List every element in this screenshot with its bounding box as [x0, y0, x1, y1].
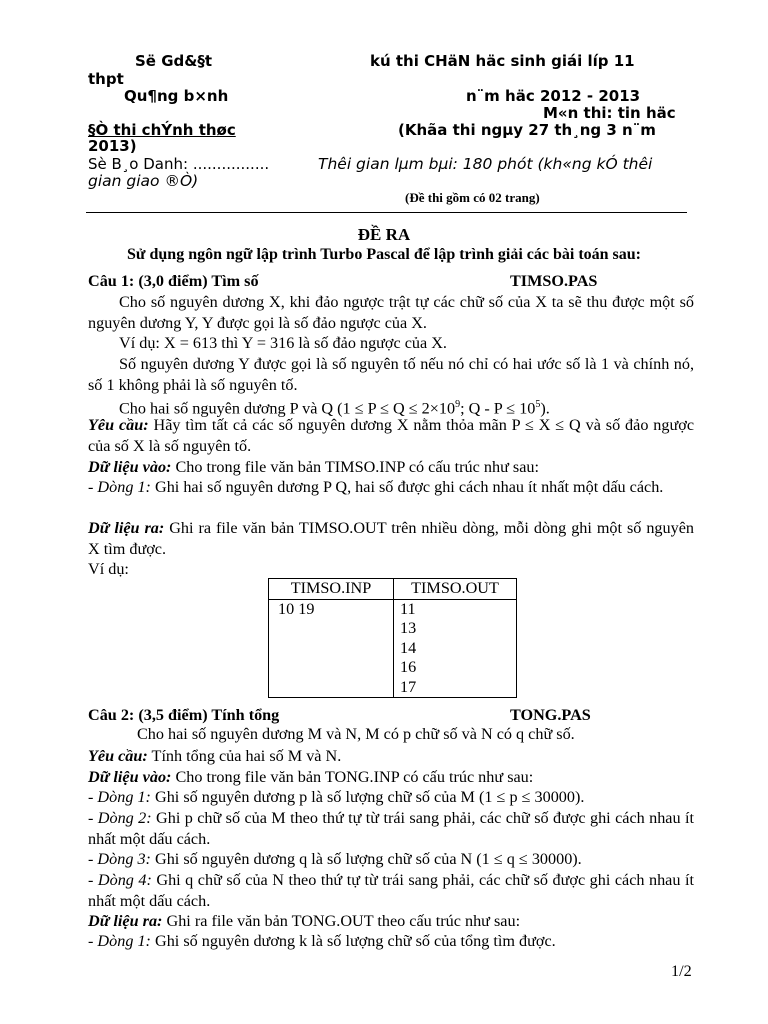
q2-line1-text: Ghi số nguyên dương p là số lượng chữ số của M (1 ≤ p ≤ 30000).: [150, 788, 585, 806]
q1-input-text: Cho trong file văn bản TIMSO.INP có cấu trúc như sau:: [171, 458, 539, 476]
q2-input-spec: [88, 767, 694, 788]
q1-output-spec: [88, 518, 694, 559]
exam-subtitle: Sử dụng ngôn ngữ lập trình Turbo Pascal để lập trình giải các bài toán sau:: [127, 246, 641, 263]
time-limit: Thêi gian lµm bµi: 180 phót (kh«ng kÓ thêi: [318, 155, 653, 173]
q2-input-line4: [88, 870, 694, 911]
q1-output-label: Dữ liệu ra:: [88, 519, 165, 537]
q1-paragraph-1: Cho số nguyên dương X, khi đảo ngược trật tự các chữ số của X ta sẽ thu được một số nguyên dương Y, Y được gọi là số đảo ngược của X.: [88, 293, 694, 332]
time-limit-tail: gian giao ®Ò): [88, 172, 199, 190]
q1-paragraph-3: Số nguyên dương Y được gọi là số nguyên tố nếu nó chỉ có hai ước số là 1 và chính nó, số 1 không phải là số nguyên tố.: [88, 355, 694, 394]
q2-input-line3: [88, 849, 694, 870]
q1-requirement-text: Hãy tìm tất cả các số nguyên dương X nằm thỏa mãn P ≤ X ≤ Q và số đảo ngược của số X là số nguyên tố.: [88, 416, 695, 455]
q1-requirement-label: Yêu cầu:: [88, 416, 149, 434]
q1-heading: Câu 1: (3,0 điểm) Tìm số: [88, 272, 259, 290]
exam-title: ĐỀ RA: [357, 225, 411, 244]
output-value: 17: [400, 677, 417, 696]
q1-requirement: [88, 415, 694, 456]
header-divider: [86, 212, 687, 213]
q2-requirement-text: Tính tổng của hai số M và N.: [147, 747, 342, 765]
q1-constraints-c: ).: [540, 399, 550, 418]
table-header-output: TIMSO.OUT: [394, 579, 517, 600]
q2-input-text: Cho trong file văn bản TONG.INP có cấu trúc như sau:: [171, 768, 534, 786]
school-year: n¨m häc 2012 - 2013: [466, 87, 641, 105]
q1-input-line1-label: - Dòng 1:: [88, 478, 151, 496]
table-cell-input: 10 19: [269, 599, 394, 698]
table-row: [269, 599, 517, 698]
table-header-row: [269, 579, 517, 600]
q2-output-text: Ghi ra file văn bản TONG.OUT theo cấu trúc như sau:: [162, 912, 521, 930]
q1-exp-1: 9: [455, 399, 461, 410]
dept-name-tail: thpt: [88, 70, 124, 88]
q2-input-label: Dữ liệu vào:: [88, 768, 172, 786]
q2-line4-label: - Dòng 4:: [88, 871, 152, 889]
output-value: 11: [400, 599, 416, 618]
q2-heading: Câu 2: (3,5 điểm) Tính tổng: [88, 706, 280, 724]
q2-requirement-label: Yêu cầu:: [88, 747, 148, 765]
exam-name: kú thi CHäN häc sinh giái líp 11: [370, 52, 635, 70]
q1-constraints-a: Cho hai số nguyên dương P và Q (1 ≤ P ≤ Q ≤ 2×10: [119, 399, 456, 418]
q1-input-spec: [88, 457, 694, 478]
output-value: 13: [400, 619, 417, 637]
page-number: 1/2: [671, 962, 692, 980]
output-value: 16: [400, 658, 417, 676]
q2-output-line1: [88, 931, 694, 952]
q1-input-line1: [88, 477, 694, 498]
q2-filename: TONG.PAS: [510, 706, 591, 724]
q2-output-label: Dữ liệu ra:: [88, 912, 163, 930]
q2-line3-label: - Dòng 3:: [88, 850, 151, 868]
q1-input-label: Dữ liệu vào:: [88, 458, 172, 476]
q1-exp-2: 5: [535, 399, 541, 410]
q1-example-text: Ví dụ: X = 613 thì Y = 316 là số đảo ngược của X.: [119, 334, 447, 352]
official-exam-label: §Ò thi chÝnh thøc: [88, 121, 236, 139]
q2-output-spec: [88, 911, 694, 932]
q2-line2-label: - Dòng 2:: [88, 809, 152, 827]
q2-input-line1: [88, 787, 694, 808]
q1-output-text: Ghi ra file văn bản TIMSO.OUT trên nhiều dòng, mỗi dòng ghi một số nguyên X tìm được.: [88, 519, 694, 558]
page-count-note: (Đề thi gồm có 02 trang): [405, 190, 540, 205]
table-header-input: TIMSO.INP: [269, 579, 394, 600]
exam-date: (Khãa thi ngµy 27 th¸ng 3 n¨m: [398, 121, 656, 139]
q1-example-table: [268, 578, 517, 698]
table-cell-output: [394, 599, 517, 698]
exam-date-tail: 2013): [88, 137, 137, 155]
q2-output-line1-label: - Dòng 1:: [88, 932, 151, 950]
dept-name: Së Gd&§t: [135, 52, 212, 70]
q2-paragraph-1: Cho hai số nguyên dương M và N, M có p chữ số và N có q chữ số.: [137, 725, 575, 743]
q2-input-line2: [88, 808, 694, 849]
output-value: 14: [400, 638, 417, 657]
q2-line1-label: - Dòng 1:: [88, 788, 151, 806]
q1-filename: TIMSO.PAS: [510, 272, 598, 290]
q2-requirement: [88, 746, 694, 767]
q2-line3-text: Ghi số nguyên dương q là số lượng chữ số của N (1 ≤ q ≤ 30000).: [150, 850, 582, 868]
province-name: Qu¶ng b×nh: [124, 87, 229, 105]
q1-example-label: Ví dụ:: [88, 560, 129, 578]
q2-line2-text: Ghi p chữ số của M theo thứ tự từ trái sang phải, các chữ số được ghi cách nhau ít nhất một dấu cách.: [88, 809, 694, 848]
subject: M«n thi: tin häc: [543, 104, 676, 122]
q1-input-line1-text: Ghi hai số nguyên dương P Q, hai số được ghi cách nhau ít nhất một dấu cách.: [150, 478, 664, 496]
candidate-number: Sè B¸o Danh: ................: [88, 155, 270, 173]
q2-output-line1-text: Ghi số nguyên dương k là số lượng chữ số của tổng tìm được.: [150, 932, 556, 950]
q2-line4-text: Ghi q chữ số của N theo thứ tự từ trái sang phải, các chữ số được ghi cách nhau ít nhất một dấu cách.: [88, 871, 694, 910]
q1-constraints-b: ; Q - P ≤ 10: [460, 399, 536, 418]
